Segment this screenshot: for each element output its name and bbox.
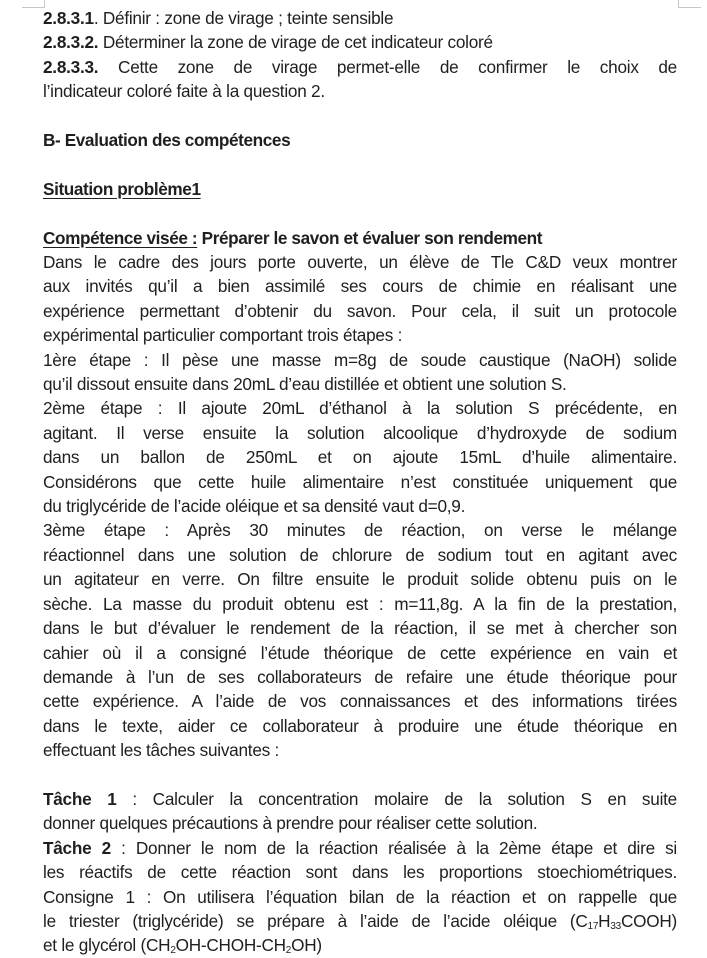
- step3-line: sèche. La masse du produit obtenu est : m=11,8g. A la fin de la prestation,: [43, 593, 677, 614]
- task1-line: [43, 787, 677, 811]
- intro-line: expérience permettant d’obtenir du savon. Pour cela, il suit un protocole: [43, 300, 677, 321]
- consigne1-text: et le glycérol (CH: [43, 935, 171, 956]
- question-number: 2.8.3.2.: [43, 32, 99, 53]
- task1-line-continued: donner quelques précautions à prendre pour réaliser cette solution.: [43, 813, 538, 834]
- task1-label: Tâche 1: [43, 788, 117, 809]
- competence-label: Compétence visée :: [43, 227, 198, 248]
- consigne1-line: Consigne 1 : On utilisera l’équation bilan de la réaction et on rappelle que: [43, 886, 677, 907]
- page-margin-corner-mark-right: [678, 0, 701, 8]
- subscript: 33: [610, 920, 621, 932]
- formula-part: COOH): [620, 910, 677, 931]
- step3-line: un agitateur en verre. On filtre ensuite le produit solide obtenu puis on le: [43, 569, 677, 590]
- question-text: Cette zone de virage permet-elle de confirmer le choix de: [98, 56, 677, 77]
- consigne1-line-acid: [43, 909, 677, 933]
- subscript: 2: [285, 945, 292, 957]
- question-2-8-3-2: [43, 30, 677, 54]
- step1-line: qu’il dissout ensuite dans 20mL d’eau distillée et obtient une solution S.: [43, 374, 567, 395]
- step3-line: cahier où il a consigné l’étude théorique de cette expérience en vain et: [43, 642, 677, 663]
- step3-line: demande à l’un de ses collaborateurs de refaire une étude théorique pour: [43, 666, 677, 687]
- formula-part: OH): [291, 935, 322, 956]
- step2-line: dans un ballon de 250mL et on ajoute 15mL d’huile alimentaire.: [43, 447, 677, 468]
- task2-line: [43, 836, 677, 860]
- step3-line: cette expérience. A l’aide de vos connaissances et des informations tirées: [43, 691, 677, 712]
- step3-line: effectuant les tâches suivantes :: [43, 740, 280, 761]
- question-text: . Définir : zone de virage ; teinte sensible: [93, 8, 394, 28]
- step2-line: agitant. Il verse ensuite la solution alcoolique d’hydroxyde de sodium: [43, 422, 677, 443]
- intro-line: aux invités qu’il a bien assimilé ses cours de chimie en réalisant une: [43, 276, 677, 297]
- question-2-8-3-3-continued: l’indicateur coloré faite à la question 2.: [43, 81, 325, 102]
- section-title: B- Evaluation des compétences: [43, 130, 291, 151]
- competence-text: Préparer le savon et évaluer son rendement: [197, 227, 543, 248]
- task1-text: : Calculer la concentration molaire de la solution S en suite: [116, 788, 677, 809]
- formula-part: H: [598, 910, 611, 931]
- task2-text: : Donner le nom de la réaction réalisée à la 2ème étape et dire si: [110, 837, 677, 858]
- spacer: [43, 763, 677, 787]
- step3-line: dans le but d’évaluer le rendement de la réaction, il se met à chercher son: [43, 618, 677, 639]
- question-number: 2.8.3.1: [43, 8, 94, 28]
- consigne1-line-glycerol: [43, 933, 677, 957]
- step3-line: 3ème étape : Après 30 minutes de réaction, on verse le mélange: [43, 520, 677, 541]
- step3-line: dans le texte, aider ce collaborateur à produire une étude théorique en: [43, 715, 677, 736]
- step1-line: 1ère étape : Il pèse une masse m=8g de soude caustique (NaOH) solide: [43, 349, 677, 370]
- spacer: [43, 152, 677, 176]
- subscript: 2: [170, 945, 176, 957]
- intro-line: expérimental particulier comportant trois étapes :: [43, 325, 403, 346]
- question-2-8-3-1: [43, 6, 677, 30]
- situation-title: Situation problème1: [43, 178, 201, 199]
- question-2-8-3-3: [43, 55, 677, 79]
- document-page: [43, 6, 677, 958]
- question-number: 2.8.3.3.: [43, 56, 99, 77]
- step2-line: du triglycéride de l’acide oléique et sa densité vaut d=0,9.: [43, 496, 466, 517]
- spacer: [43, 104, 677, 128]
- spacer: [43, 201, 677, 225]
- formula-part: OH-CHOH-CH: [175, 935, 286, 956]
- competence-line: [43, 226, 677, 250]
- step2-line: 2ème étape : Il ajoute 20mL d’éthanol à la solution S précédente, en: [43, 398, 677, 419]
- consigne1-text: le triester (triglycéride) se prépare à l’aide de l’acide oléique (C: [43, 910, 588, 931]
- task2-label: Tâche 2: [43, 837, 111, 858]
- subscript: 17: [587, 920, 599, 932]
- intro-line: Dans le cadre des jours porte ouverte, un élève de Tle C&D veux montrer: [43, 252, 677, 273]
- step3-line: réactionnel dans une solution de chlorure de sodium tout en agitant avec: [43, 544, 677, 565]
- question-text: Déterminer la zone de virage de cet indicateur coloré: [98, 32, 493, 53]
- page-margin-corner-mark-left: [22, 0, 45, 8]
- task2-line-continued: les réactifs de cette réaction sont dans les proportions stoechiométriques.: [43, 862, 677, 883]
- step2-line: Considérons que cette huile alimentaire n’est constituée uniquement que: [43, 471, 677, 492]
